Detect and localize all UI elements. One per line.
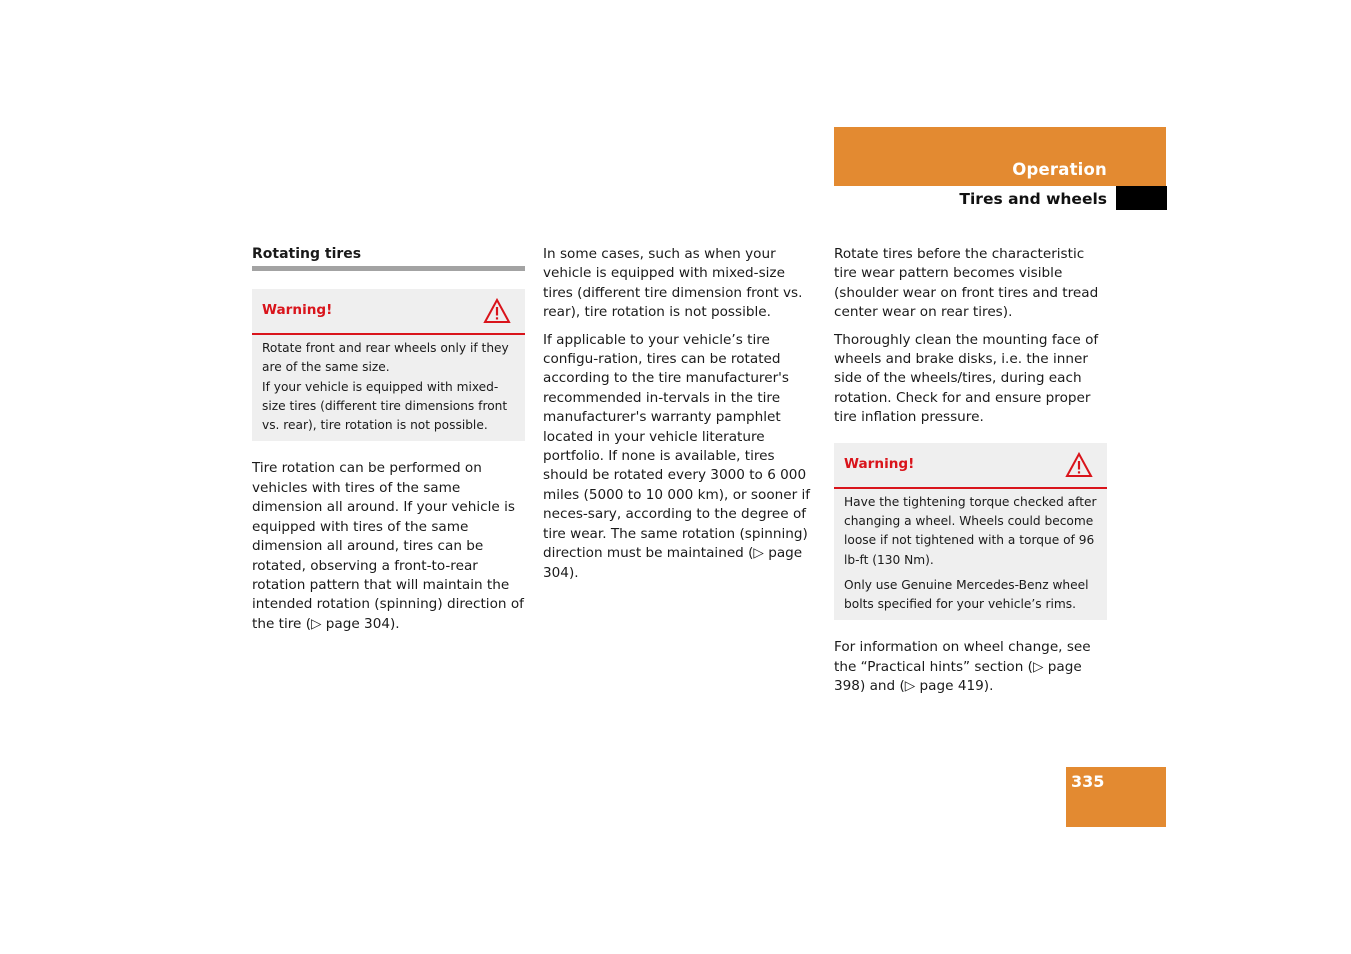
body-paragraph: Rotate tires before the characteristic tire wear pattern becomes visible (shoulder wear on front tires and tread center wear on rear tires). [834, 246, 1099, 321]
warning-box [252, 289, 525, 441]
warning-triangle-icon [483, 298, 511, 324]
body-paragraph: If applicable to your vehicle’s tire configu-ration, tires can be rotated according to the tire manufacturer's recommended in-tervals in the tire manufacturer's warranty pamphlet located in your vehicle literature portfolio. If none is available, tires should be rotated every 3000 to 6 000 miles (5000 to 10 000 km), or sooner if neces-sary, according to the degree of tire wear. The same rotation (spinning) direction must be maintained (▷ page 304). [543, 331, 811, 581]
warning-header [252, 289, 525, 335]
section-marker [1116, 186, 1167, 210]
page-number: 335 [1071, 772, 1105, 791]
body-paragraph: In some cases, such as when your vehicle is equipped with mixed-size tires (different tire dimension front vs. rear), tire rotation is not possible. [543, 246, 803, 321]
column-2 [543, 245, 815, 591]
warning-body [252, 335, 525, 441]
header-band [834, 127, 1166, 186]
warning-box [834, 443, 1107, 621]
subsection-title: Tires and wheels [959, 190, 1107, 208]
section-title: Operation [1012, 160, 1107, 179]
body-paragraph: For information on wheel change, see the “Practical hints” section (▷ page 398) and (▷ page 419). [834, 639, 1091, 695]
warning-header [834, 443, 1107, 489]
warning-body [834, 489, 1107, 621]
section-heading: Rotating tires [252, 245, 525, 271]
warning-text: Have the tightening torque checked after changing a wheel. Wheels could become loose if not tightened with a torque of 96 lb-ft (130 Nm). [844, 494, 1097, 567]
body-paragraph: Thoroughly clean the mounting face of wheels and brake disks, i.e. the inner side of the wheels/tires, during each rotation. Check for and ensure proper tire inflation pressure. [834, 331, 1099, 426]
body-paragraph: Tire rotation can be performed on vehicles with tires of the same dimension all around. If your vehicle is equipped with tires of the same dimension all around, tires can be rotated, observing a front-to-rear rotation pattern that will maintain the intended rotation (spinning) direction of the tire (▷ page 304). [252, 460, 524, 632]
warning-title: Warning! [262, 302, 333, 318]
column-3 [834, 245, 1107, 705]
column-1 [252, 245, 525, 642]
warning-title: Warning! [844, 455, 915, 472]
warning-triangle-icon [1065, 452, 1093, 478]
warning-text: Rotate front and rear wheels only if they are of the same size. [262, 341, 509, 375]
warning-text: Only use Genuine Mercedes-Benz wheel bolts specified for your vehicle’s rims. [844, 577, 1089, 612]
warning-text: If your vehicle is equipped with mixed-size tires (different tire dimensions front vs. rear), tire rotation is not possible. [262, 379, 508, 433]
